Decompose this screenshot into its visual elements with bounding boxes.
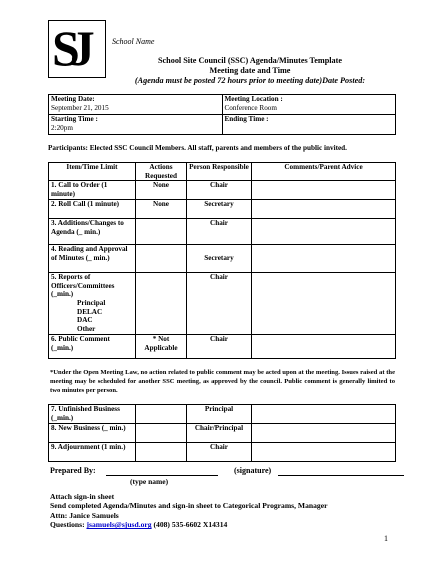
phone-number: (408) 535-6602 X14314 xyxy=(153,520,228,530)
action-cell: * Not Applicable xyxy=(136,335,187,359)
action-cell xyxy=(136,424,187,443)
action-cell xyxy=(136,219,187,245)
meeting-date-cell xyxy=(49,95,223,115)
participants-label: Participants: xyxy=(48,144,88,152)
meeting-date-label: Meeting Date: xyxy=(51,95,95,103)
meeting-location-value: Conference Room xyxy=(224,103,277,112)
person-cell: Secretary xyxy=(187,245,252,273)
table-row xyxy=(49,181,396,200)
signature-label: (signature) xyxy=(234,466,272,475)
item-cell: 9. Adjournment (1 min.) xyxy=(49,443,136,462)
questions-label: Questions: xyxy=(50,520,85,530)
participants-line xyxy=(48,144,398,153)
item-cell: 7. Unfinished Business (_min.) xyxy=(49,405,136,424)
comments-cell xyxy=(252,443,396,462)
action-cell: None xyxy=(136,181,187,200)
questions-line xyxy=(50,520,327,529)
subitem-delac: DELAC xyxy=(77,307,103,316)
subitem-principal: Principal xyxy=(77,298,106,307)
comments-cell xyxy=(252,424,396,443)
ending-time-cell xyxy=(222,115,396,135)
header-comments: Comments/Parent Advice xyxy=(252,163,396,181)
footer-line-1: Attach sign-in sheet xyxy=(50,492,115,501)
meeting-location-label: Meeting Location : xyxy=(224,95,283,103)
subitem-other: Other xyxy=(77,324,96,333)
logo-monogram: SJ xyxy=(52,20,85,76)
person-cell: Chair/Principal xyxy=(187,424,252,443)
table-row xyxy=(49,443,396,462)
action-cell xyxy=(136,405,187,424)
title-line-1: School Site Council (SSC) Agenda/Minutes Template xyxy=(157,56,342,65)
person-cell: Chair xyxy=(187,335,252,359)
person-cell: Secretary xyxy=(187,200,252,219)
prepared-by-label: Prepared By: xyxy=(50,466,96,475)
prepared-by-line[interactable] xyxy=(106,475,218,476)
comments-cell xyxy=(252,405,396,424)
action-cell xyxy=(136,443,187,462)
person-cell: Principal xyxy=(187,405,252,424)
comments-cell xyxy=(252,181,396,200)
item-cell: 2. Roll Call (1 minute) xyxy=(49,200,136,219)
comments-cell xyxy=(252,245,396,273)
item-cell xyxy=(49,273,136,335)
action-cell xyxy=(136,245,187,273)
ending-time-label: Ending Time : xyxy=(224,115,269,123)
person-cell: Chair xyxy=(187,219,252,245)
type-name-label: (type name) xyxy=(130,477,169,486)
meeting-info-table xyxy=(48,94,396,135)
footer-line-3: Attn: Janice Samuels xyxy=(50,510,119,520)
public-comment-note: *Under the Open Meeting Law, no action related to public comment may be acted upon at the meeting. Issues raised at the meeting may be scheduled for another SSC meeting, as approved by the council. Public comment is generally limited to two minutes per person. xyxy=(50,369,395,394)
header-item: Item/Time Limit xyxy=(49,163,136,181)
email-link[interactable]: jsamuels@sjusd.org xyxy=(86,520,152,530)
title-line-2: Meeting date and Time xyxy=(209,66,291,75)
starting-time-label: Starting Time : xyxy=(51,115,98,123)
school-logo xyxy=(48,20,106,78)
comments-cell xyxy=(252,200,396,219)
starting-time-value: 2:20pm xyxy=(51,123,73,132)
page-number: 1 xyxy=(384,534,388,543)
action-cell: None xyxy=(136,200,187,219)
person-cell: Chair xyxy=(187,443,252,462)
table-row xyxy=(49,200,396,219)
meeting-date-value: September 21, 2015 xyxy=(51,103,109,112)
table-row xyxy=(49,273,396,335)
footer-block xyxy=(50,492,327,530)
header-person: Person Responsible xyxy=(187,163,252,181)
person-cell: Chair xyxy=(187,273,252,335)
school-name: School Name xyxy=(112,37,155,46)
person-cell: Chair xyxy=(187,181,252,200)
comments-cell xyxy=(252,273,396,335)
item-cell: 6. Public Comment (_min.) xyxy=(49,335,136,359)
header-actions: Actions Requested xyxy=(136,163,187,181)
table-row xyxy=(49,335,396,359)
item-cell: 1. Call to Order (1 minute) xyxy=(49,181,136,200)
item-cell: 8. New Business (_ min.) xyxy=(49,424,136,443)
comments-cell xyxy=(252,219,396,245)
agenda-table-2 xyxy=(48,404,396,462)
signature-line[interactable] xyxy=(278,475,404,476)
title-line-3: (Agenda must be posted 72 hours prior to meeting date)Date Posted: xyxy=(134,76,366,85)
participants-text: Elected SSC Council Members. All staff, parents and members of the public invited. xyxy=(89,144,347,152)
table-row xyxy=(49,405,396,424)
item-cell: 4. Reading and Approval of Minutes (_ min.) xyxy=(49,245,136,273)
starting-time-cell xyxy=(49,115,223,135)
table-row xyxy=(49,424,396,443)
table-row xyxy=(49,245,396,273)
footer-line-2: Send completed Agenda/Minutes and sign-in sheet to Categorical Programs, Manager xyxy=(50,501,328,511)
item-label: 5. Reports of Officers/Committees (_min.) xyxy=(51,273,115,299)
agenda-table xyxy=(48,162,396,359)
subitem-dac: DAC xyxy=(77,316,93,325)
action-cell xyxy=(136,273,187,335)
item-cell: 3. Additions/Changes to Agenda (_ min.) xyxy=(49,219,136,245)
table-row xyxy=(49,219,396,245)
meeting-location-cell xyxy=(222,95,396,115)
comments-cell xyxy=(252,335,396,359)
